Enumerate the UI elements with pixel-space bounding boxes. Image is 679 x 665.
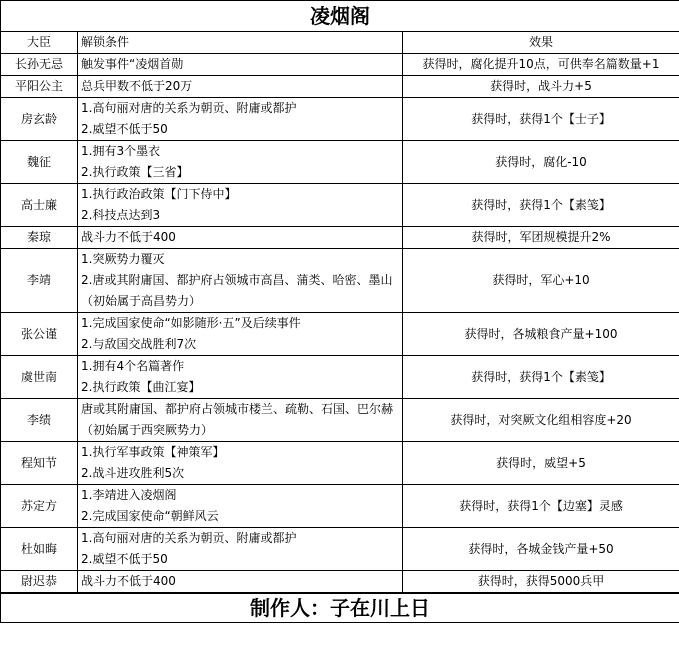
effect-text: 获得时，对突厥文化组相容度+20 [403,399,679,442]
unlock-condition [78,313,403,356]
unlock-condition [78,528,403,571]
condition-line: 2.唐或其附庸国、都护府占领城市高昌、蒲类、哈密、墨山（初始属于高昌势力） [81,273,393,308]
table-title: 凌烟阁 [1,1,679,32]
table-row [1,442,679,485]
condition-line: 1.李靖进入凌烟阁 [81,488,177,502]
condition-line: 2.与敌国交战胜利7次 [81,337,197,351]
condition-line: 总兵甲数不低于20万 [81,79,193,93]
table-row [1,184,679,227]
condition-line: 1.拥有4个名篇著作 [81,359,185,373]
effect-text: 获得时，获得1个【素笺】 [403,356,679,399]
unlock-condition [78,356,403,399]
table-row [1,76,679,98]
header-minister: 大臣 [1,32,78,54]
effect-text: 获得时，军团规模提升2% [403,227,679,249]
minister-name: 杜如晦 [1,528,78,571]
table-row [1,528,679,571]
condition-line: 2.威望不低于50 [81,552,168,566]
table-row [1,399,679,442]
header-effect: 效果 [403,32,679,54]
condition-line: 1.执行政治政策【门下侍中】 [81,187,237,201]
condition-line: 2.威望不低于50 [81,122,168,136]
effect-text: 获得时，军心+10 [403,249,679,313]
table-row [1,485,679,528]
table-row [1,227,679,249]
minister-name: 高士廉 [1,184,78,227]
unlock-condition [78,227,403,249]
minister-name: 长孙无忌 [1,54,78,76]
condition-line: 战斗力不低于400 [81,230,176,244]
condition-line: 1.突厥势力覆灭 [81,252,165,266]
condition-line: 2.科技点达到3 [81,208,161,222]
unlock-condition [78,571,403,594]
minister-name: 平阳公主 [1,76,78,98]
condition-line: 唐或其附庸国、都护府占领城市楼兰、疏勒、石国、巴尔赫（初始属于西突厥势力） [81,402,394,437]
table-row [1,571,679,594]
unlock-condition [78,54,403,76]
condition-line: 1.高句丽对唐的关系为朝贡、附庸或都护 [81,531,297,545]
minister-name: 李靖 [1,249,78,313]
author-footer: 制作人：子在川上日 [1,593,679,623]
effect-text: 获得时，各城金钱产量+50 [403,528,679,571]
unlock-condition [78,399,403,442]
effect-text: 获得时，威望+5 [403,442,679,485]
effect-text: 获得时，腐化-10 [403,141,679,184]
effect-text: 获得时，获得1个【素笺】 [403,184,679,227]
condition-line: 1.高句丽对唐的关系为朝贡、附庸或都护 [81,101,297,115]
effect-text: 获得时，获得1个【士子】 [403,98,679,141]
table-row [1,313,679,356]
unlock-condition [78,76,403,98]
unlock-condition [78,184,403,227]
effect-text: 获得时，战斗力+5 [403,76,679,98]
table-row [1,356,679,399]
condition-line: 1.拥有3个墨衣 [81,144,161,158]
table-row [1,249,679,313]
effect-text: 获得时，腐化提升10点，可供奉名篇数量+1 [403,54,679,76]
minister-name: 虞世南 [1,356,78,399]
condition-line: 触发事件“凌烟首勋 [81,57,184,71]
minister-name: 魏征 [1,141,78,184]
effect-text: 获得时，各城粮食产量+100 [403,313,679,356]
condition-line: 2.执行政策【三省】 [81,165,189,179]
minister-name: 张公谨 [1,313,78,356]
effect-text: 获得时，获得5000兵甲 [403,571,679,594]
condition-line: 1.完成国家使命“如影随形·五”及后续事件 [81,316,301,330]
unlock-condition [78,442,403,485]
minister-name: 苏定方 [1,485,78,528]
condition-line: 2.战斗进攻胜利5次 [81,466,185,480]
minister-name: 李绩 [1,399,78,442]
table-row [1,54,679,76]
unlock-condition [78,98,403,141]
unlock-condition [78,141,403,184]
condition-line: 2.执行政策【曲江宴】 [81,380,201,394]
unlock-condition [78,249,403,313]
minister-name: 房玄龄 [1,98,78,141]
condition-line: 2.完成国家使命“朝鲜风云 [81,509,219,523]
condition-line: 1.执行军事政策【神策军】 [81,445,225,459]
header-condition: 解锁条件 [78,32,403,54]
minister-name: 尉迟恭 [1,571,78,594]
table-row [1,98,679,141]
condition-line: 战斗力不低于400 [81,574,176,588]
table-row [1,141,679,184]
minister-name: 程知节 [1,442,78,485]
effect-text: 获得时，获得1个【边塞】灵感 [403,485,679,528]
minister-name: 秦琼 [1,227,78,249]
unlock-condition [78,485,403,528]
